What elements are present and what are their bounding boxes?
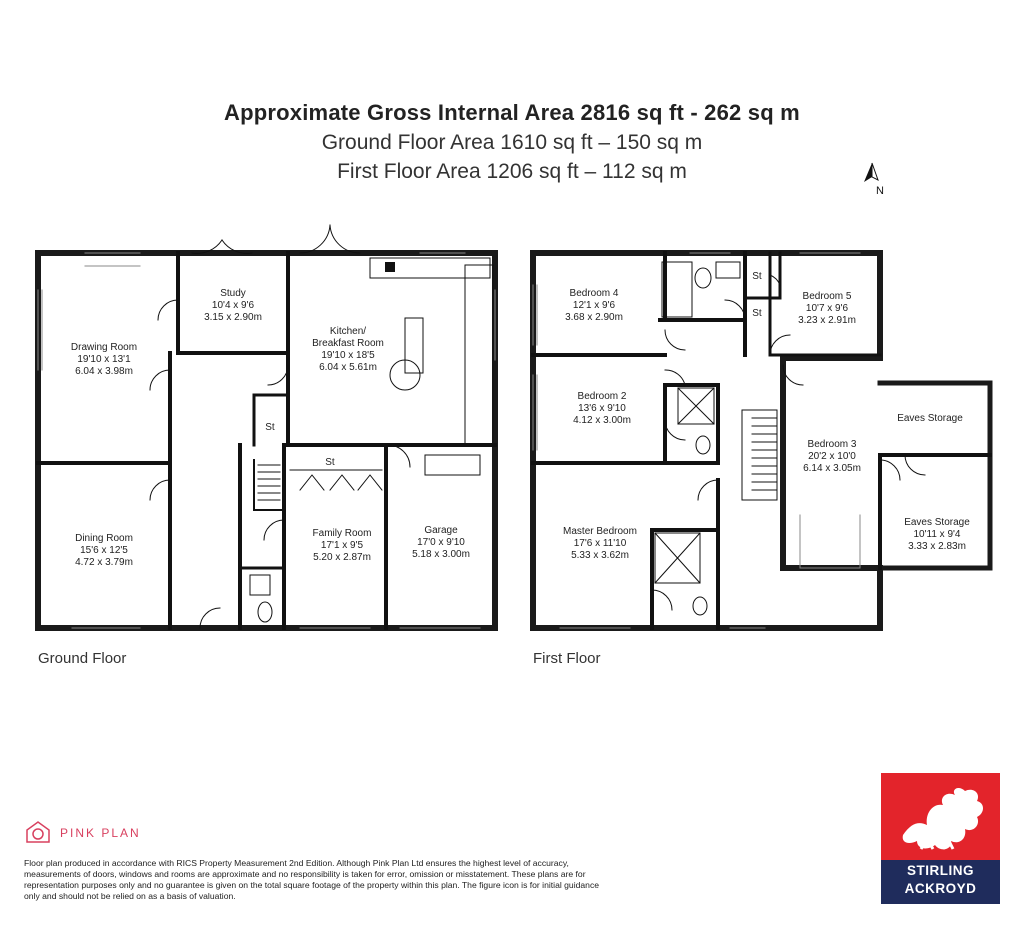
bedroom-4-label: Bedroom 4 xyxy=(569,288,619,299)
kitchen-label-1: Kitchen/ xyxy=(329,326,367,337)
ground-floor-label: Ground Floor xyxy=(38,650,127,667)
family-room-label: Family Room xyxy=(312,528,372,539)
room-labels xyxy=(71,271,970,568)
garage-metric: 5.18 x 3.00m xyxy=(412,549,470,560)
drawing-room-imperial: 19'10 x 13'1 xyxy=(77,354,131,365)
store-label: St xyxy=(325,457,335,468)
family-room-metric: 5.20 x 2.87m xyxy=(313,552,371,563)
study-imperial: 10'4 x 9'6 xyxy=(211,300,255,311)
logo-red-panel xyxy=(881,773,1000,860)
study-metric: 3.15 x 2.90m xyxy=(204,312,262,323)
bedroom-4-metric: 3.68 x 2.90m xyxy=(565,312,623,323)
drawing-room-label: Drawing Room xyxy=(70,342,138,353)
stirling-ackroyd-logo xyxy=(881,773,1000,904)
first-floor-area: First Floor Area 1206 sq ft – 112 sq m xyxy=(337,160,687,183)
dining-room-imperial: 15'6 x 12'5 xyxy=(80,545,128,556)
eaves-storage-2-imperial: 10'11 x 9'4 xyxy=(913,529,961,540)
store-label: St xyxy=(752,308,762,319)
bedroom-3-metric: 6.14 x 3.05m xyxy=(803,463,861,474)
store-label: St xyxy=(752,271,762,282)
bedroom-5-imperial: 10'7 x 9'6 xyxy=(805,303,849,314)
study-label: Study xyxy=(220,288,246,299)
kitchen-imperial: 19'10 x 18'5 xyxy=(321,350,375,361)
garage-label: Garage xyxy=(424,525,458,536)
bedroom-5-label: Bedroom 5 xyxy=(802,291,852,302)
eaves-storage-2-label: Eaves Storage xyxy=(904,517,970,528)
dining-room-metric: 4.72 x 3.79m xyxy=(75,557,133,568)
north-label: N xyxy=(876,185,884,197)
family-room-imperial: 17'1 x 9'5 xyxy=(320,540,364,551)
logo-text-ackroyd: ACKROYD xyxy=(904,881,977,896)
garage-imperial: 17'0 x 9'10 xyxy=(417,537,465,548)
title-total-area: Approximate Gross Internal Area 2816 sq ft - 262 sq m xyxy=(224,100,800,125)
bedroom-2-metric: 4.12 x 3.00m xyxy=(573,415,631,426)
bedroom-5-metric: 3.23 x 2.91m xyxy=(798,315,856,326)
master-bedroom-imperial: 17'6 x 11'10 xyxy=(573,538,627,549)
kitchen-metric: 6.04 x 5.61m xyxy=(319,362,377,373)
griffin-icon xyxy=(881,773,1000,860)
eaves-storage-2-metric: 3.33 x 2.83m xyxy=(908,541,966,552)
master-bedroom-label: Master Bedroom xyxy=(563,526,637,537)
store-label: St xyxy=(265,422,275,433)
pink-plan-wordmark: PINK PLAN xyxy=(60,826,141,840)
pink-plan-logo-icon xyxy=(24,820,54,844)
eaves-storage-1-label: Eaves Storage xyxy=(897,413,963,424)
first-floor-label: First Floor xyxy=(533,650,601,667)
drawing-room-metric: 6.04 x 3.98m xyxy=(75,366,133,377)
ground-floor-area: Ground Floor Area 1610 sq ft – 150 sq m xyxy=(321,131,703,154)
bedroom-3-label: Bedroom 3 xyxy=(807,439,857,450)
master-bedroom-metric: 5.33 x 3.62m xyxy=(571,550,629,561)
bedroom-4-imperial: 12'1 x 9'6 xyxy=(572,300,616,311)
kitchen-label-2: Breakfast Room xyxy=(312,338,384,349)
bedroom-2-imperial: 13'6 x 9'10 xyxy=(578,403,626,414)
logo-text-stirling: STIRLING xyxy=(907,863,974,878)
dining-room-label: Dining Room xyxy=(75,533,133,544)
bedroom-3-imperial: 20'2 x 10'0 xyxy=(808,451,856,462)
bedroom-2-label: Bedroom 2 xyxy=(577,391,627,402)
disclaimer-text: Floor plan produced in accordance with RICS Property Measurement 2nd Edition. Although Pink Plan Ltd ensures the highest level of accuracy, measurements of doors, windows and rooms are approximate and no responsibility is taken for error, omission or misstatement. These plans are for representation purposes only and no guarantee is given on the total square footage of the property within this plan. The figure icon is for initial guidance only and should not be relied on as a basis of valuation. xyxy=(24,858,600,901)
